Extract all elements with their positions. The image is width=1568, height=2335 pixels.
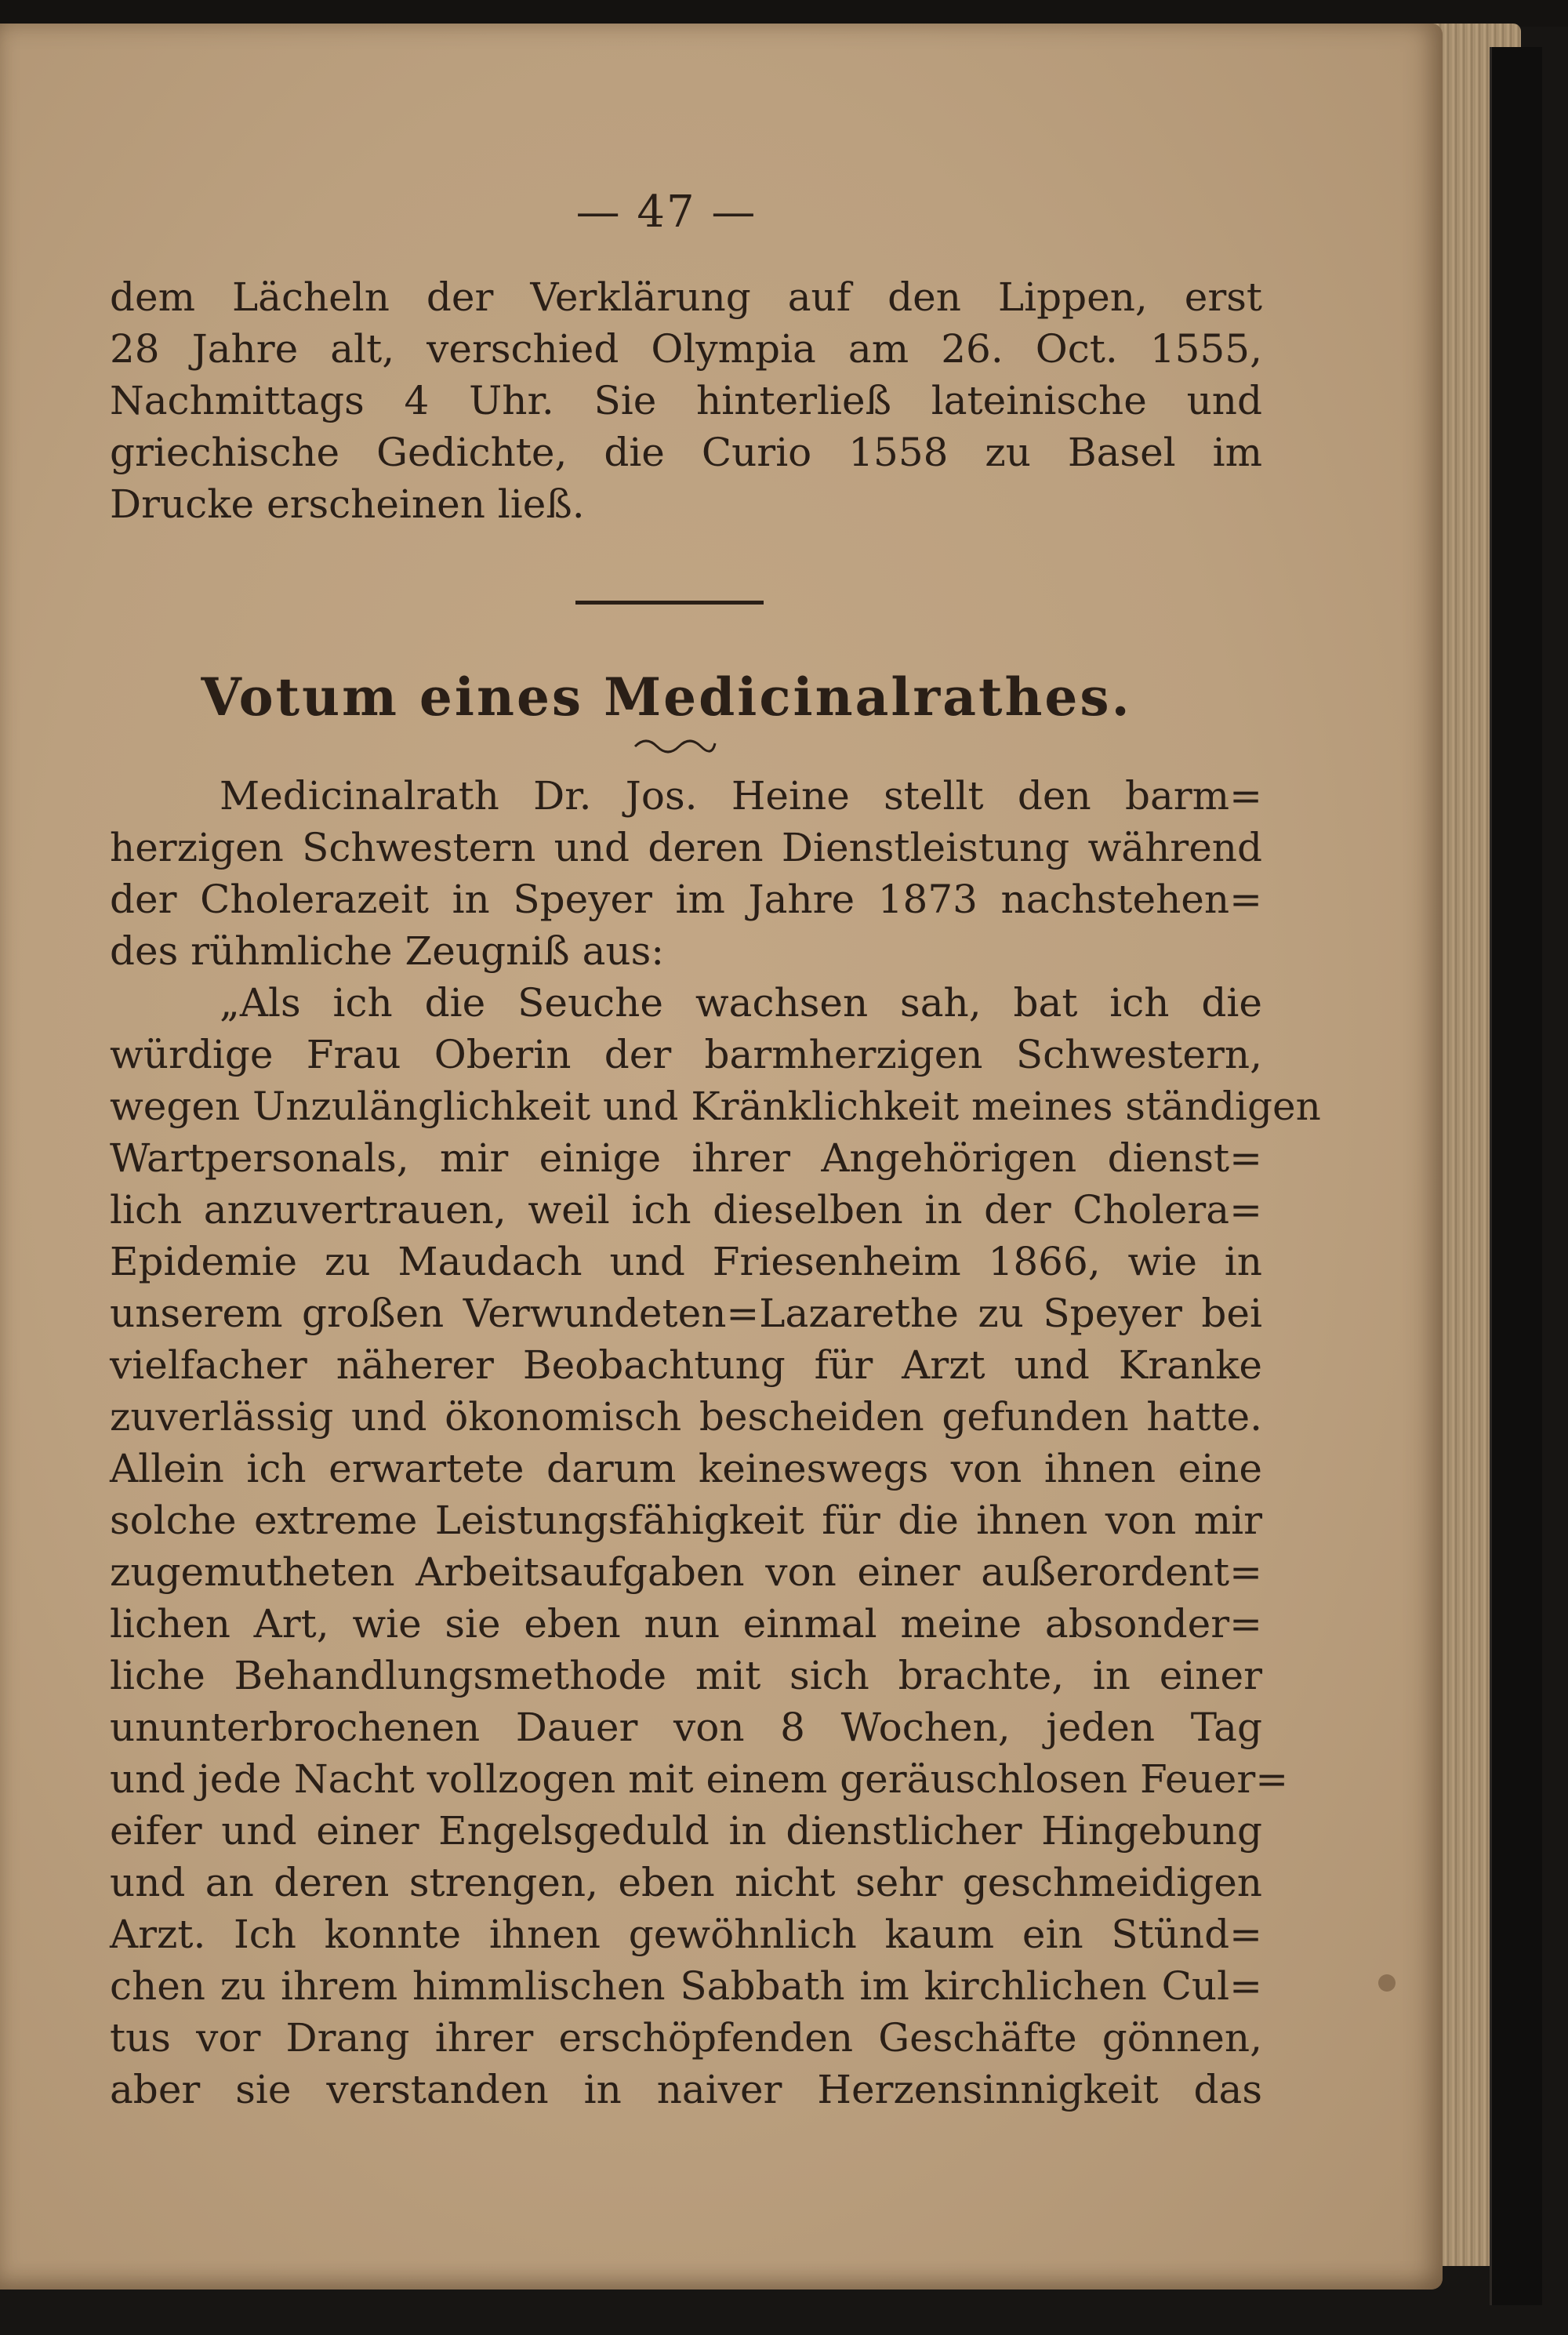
text-line: und an deren strengen, eben nicht sehr geschmeidigen — [110, 1860, 1262, 1905]
text-line: Nachmittags 4 Uhr. Sie hinterließ lateinische und — [110, 378, 1262, 423]
text-line: aber sie verstanden in naiver Herzensinnigkeit das — [110, 2067, 1262, 2112]
text-line: zuverlässig und ökonomisch bescheiden gefunden hatte. — [110, 1394, 1262, 1440]
text-line: lich anzuvertrauen, weil ich dieselben in der Cholera= — [110, 1187, 1262, 1233]
text-line: solche extreme Leistungsfähigkeit für die ihnen von mir — [110, 1498, 1262, 1543]
text-line: „Als ich die Seuche wachsen sah, bat ich die — [220, 980, 1262, 1026]
text-line: griechische Gedichte, die Curio 1558 zu Basel im — [110, 430, 1262, 475]
background-band — [0, 0, 1568, 27]
text-line: dem Lächeln der Verklärung auf den Lippen, erst — [110, 274, 1262, 320]
ornament-tilde — [632, 729, 718, 761]
text-line: lichen Art, wie sie eben nun einmal meine absonder= — [110, 1601, 1262, 1647]
text-line: eifer und einer Engelsgeduld in dienstlicher Hingebung — [110, 1808, 1262, 1854]
section-divider — [575, 601, 764, 605]
text-line: Medicinalrath Dr. Jos. Heine stellt den barm= — [220, 773, 1262, 819]
text-line: Drucke erscheinen ließ. — [110, 481, 585, 527]
text-line: ununterbrochenen Dauer von 8 Wochen, jeden Tag — [110, 1705, 1262, 1750]
text-line: Wartpersonals, mir einige ihrer Angehörigen dienst= — [110, 1135, 1262, 1181]
quote-paragraph — [110, 977, 1321, 2115]
text-line: des rühmliche Zeugniß aus: — [110, 928, 665, 974]
page-number: — 47 — — [575, 187, 757, 238]
text-line: zugemutheten Arbeitsaufgaben von einer außerordent= — [110, 1549, 1262, 1595]
text-line: tus vor Drang ihrer erschöpfenden Geschäfte gönnen, — [110, 2015, 1262, 2061]
text-line: Allein ich erwartete darum keineswegs von ihnen eine — [110, 1446, 1262, 1491]
text-line: chen zu ihrem himmlischen Sabbath im kirchlichen Cul= — [110, 1963, 1262, 2009]
ink-smudge — [1378, 1974, 1396, 1992]
text-line: liche Behandlungsmethode mit sich brachte, in einer — [110, 1653, 1262, 1698]
intro-paragraph — [110, 770, 1262, 977]
text-line: der Cholerazeit in Speyer im Jahre 1873 nachstehen= — [110, 877, 1262, 922]
text-line: würdige Frau Oberin der barmherzigen Schwestern, — [110, 1032, 1262, 1077]
text-line: Arzt. Ich konnte ihnen gewöhnlich kaum ein Stünd= — [110, 1912, 1262, 1957]
opening-paragraph — [110, 271, 1262, 530]
text-line: vielfacher näherer Beobachtung für Arzt und Kranke — [110, 1342, 1262, 1388]
text-line: und jede Nacht vollzogen mit einem geräuschlosen Feuer= — [110, 1756, 1289, 1802]
text-line: unserem großen Verwundeten=Lazarethe zu Speyer bei — [110, 1291, 1262, 1336]
book-cover — [1490, 47, 1542, 2305]
text-line: Epidemie zu Maudach und Friesenheim 1866, wie in — [110, 1239, 1262, 1284]
text-line: wegen Unzulänglichkeit und Kränklichkeit meines ständigen — [110, 1084, 1321, 1129]
text-line: 28 Jahre alt, verschied Olympia am 26. Oct. 1555, — [110, 326, 1262, 372]
book-page — [0, 24, 1443, 2290]
section-heading: Votum eines Medicinalrathes. — [201, 666, 1132, 728]
text-line: herzigen Schwestern und deren Dienstleistung während — [110, 825, 1262, 870]
